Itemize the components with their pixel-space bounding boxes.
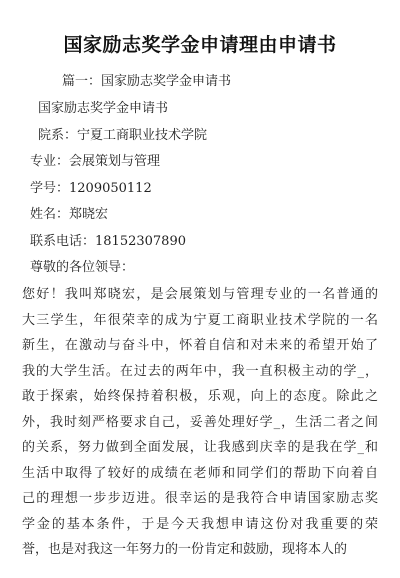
body-line: 己的理想一步步迈进。很幸运的是我符合申请国家励志奖 <box>22 491 378 506</box>
body-line: 新生，在激动与奋斗中，怀着自信和对未来的希望开始了 <box>22 338 378 353</box>
body-line: 敢于探索，始终保持着积极，乐观，向上的态度。除此之 <box>22 389 378 404</box>
body-line: 您好！我叫郑晓宏，是会展策划与管理专业的一名普通的 <box>22 287 378 302</box>
body-line: 学金的基本条件，于是今天我想申请这份对我重要的荣 <box>22 516 378 532</box>
salutation: 尊敬的各位领导： <box>30 260 135 275</box>
document-title: 国家励志奖学金申请理由申请书 <box>63 34 337 56</box>
school-field: 院系：宁夏工商职业技术学院 <box>38 128 208 143</box>
body-line: 大三学生，年很荣幸的成为宁夏工商职业技术学院的一名 <box>22 312 378 328</box>
body-line: 生活中取得了较好的成绩在老师和同学们的帮助下向着自 <box>22 465 378 481</box>
name-field: 姓名：郑晓宏 <box>30 207 109 222</box>
body-line: 的关系，努力做到全面发展，让我感到庆幸的是我在学_和 <box>22 440 378 455</box>
section-heading: 篇一：国家励志奖学金申请书 <box>62 74 232 89</box>
body-paragraph <box>22 282 378 563</box>
student-id-field: 学号：1209050112 <box>30 181 152 196</box>
application-title: 国家励志奖学金申请书 <box>38 101 169 116</box>
major-field: 专业：会展策划与管理 <box>30 154 161 169</box>
body-line: 誉，也是对我这一年努力的一份肯定和鼓励，现将本人的 <box>22 542 348 557</box>
phone-field: 联系电话：18152307890 <box>30 234 186 249</box>
body-line: 外，我时刻严格要求自己，妥善处理好学_，生活二者之间 <box>22 414 378 430</box>
body-line: 我的大学生活。在过去的两年中，我一直积极主动的学_， <box>22 363 378 379</box>
